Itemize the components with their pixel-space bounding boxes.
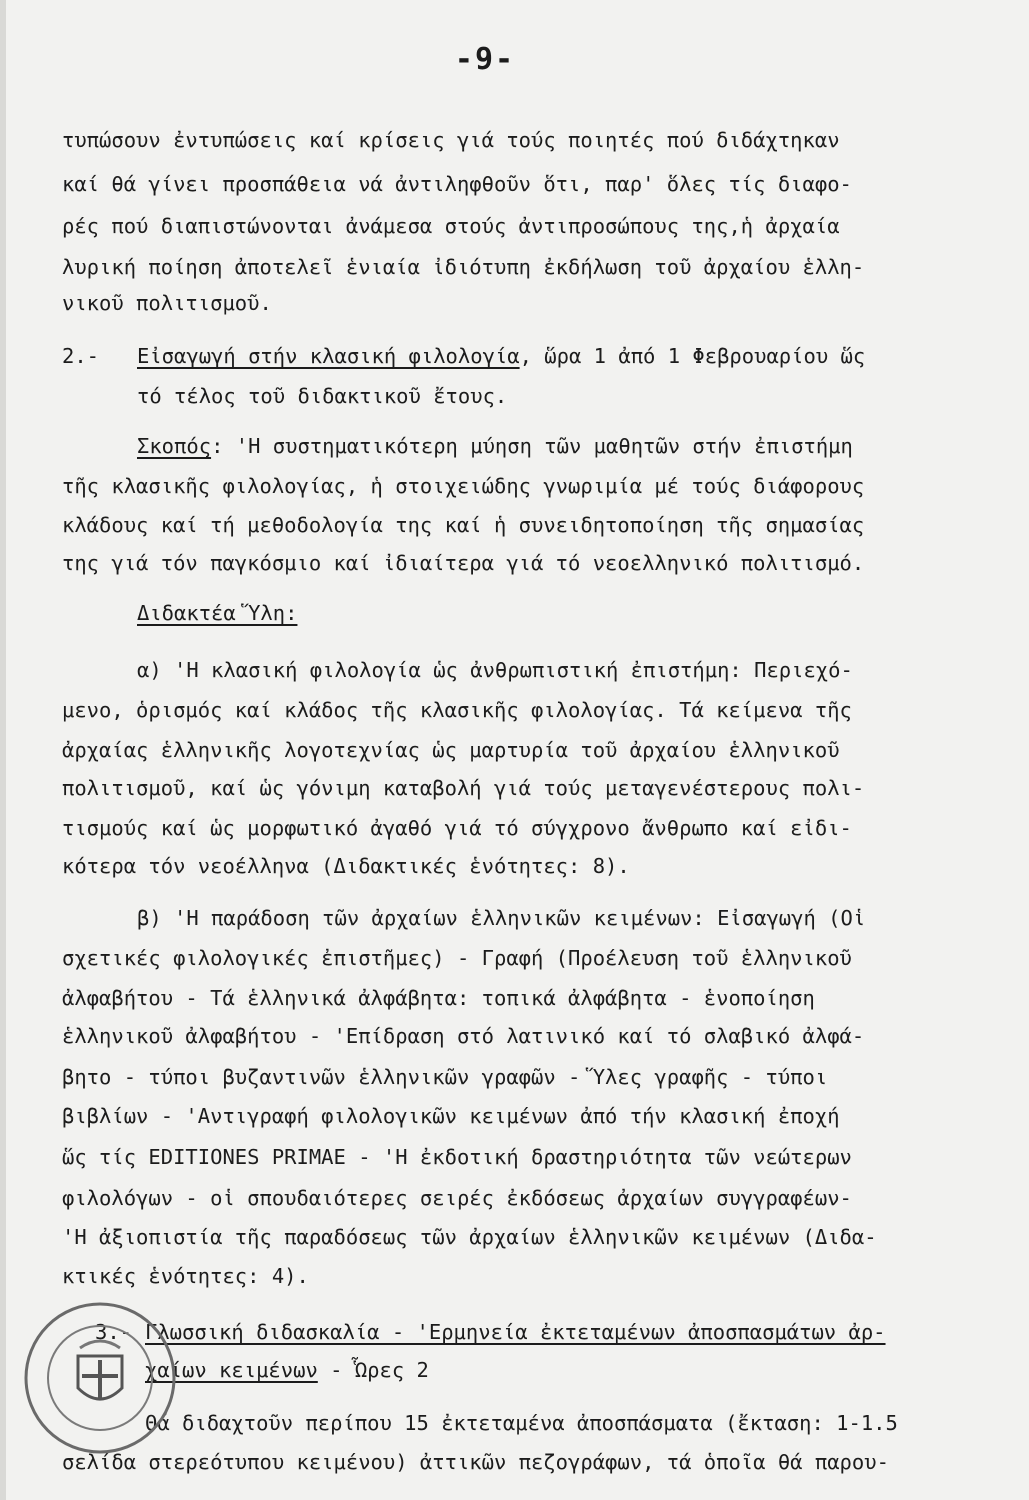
item-a-line: τισμούς καί ὡς μορφωτικό ἀγαθό γιά τό σύγχρονο ἄνθρωπο καί εἰδι- <box>62 816 852 840</box>
section-2-heading <box>137 346 865 367</box>
paragraph-line: λυρική ποίηση ἀποτελεῖ ἑνιαία ἰδιότυπη ἐκδήλωση τοῦ ἀρχαίου ἑλλη- <box>62 255 865 279</box>
item-b-line: β) 'Η παράδοση τῶν ἀρχαίων ἑλληνικῶν κειμένων: Εἰσαγωγή (Οἱ <box>137 906 866 930</box>
purpose-label: Σκοπός <box>137 434 212 458</box>
item-a-line: πολιτισμοῦ, καί ὡς γόνιμη καταβολή γιά τούς μεταγενέστερους πολι- <box>62 776 865 800</box>
item-a-line: μενο, ὁρισμός καί κλάδος τῆς κλασικῆς φιλολογίας. Τά κείμενα τῆς <box>62 698 852 722</box>
item-b-line: ἑλληνικοῦ ἀλφαβήτου - 'Επίδραση στό λατινικό καί τό σλαβικό ἀλφά- <box>62 1024 865 1048</box>
page-number: -9- <box>454 42 516 77</box>
item-b-line: σχετικές φιλολογικές ἐπιστῆμες) - Γραφή (Προέλευση τοῦ ἑλληνικοῦ <box>62 946 852 970</box>
item-a-line: ἀρχαίας ἑλληνικῆς λογοτεχνίας ὡς μαρτυρία τοῦ ἀρχαίου ἑλληνικοῦ <box>62 738 840 762</box>
section-3-title-line-2-text: χαίων κειμένων <box>145 1358 318 1382</box>
section-2-title-rest: , ὥρα 1 ἀπό 1 Φεβρουαρίου ὥς <box>519 344 866 368</box>
section-2-title: Εἰσαγωγή στήν κλασική φιλολογία <box>137 344 520 368</box>
item-a-line: α) 'Η κλασική φιλολογία ὡς ἀνθρωπιστική ἐπιστήμη: Περιεχό- <box>137 658 853 682</box>
page-edge <box>0 0 6 1500</box>
paragraph-line: τυπώσουν ἐντυπώσεις καί κρίσεις γιά τούς ποιητές πού διδάχτηκαν <box>62 128 840 152</box>
paragraph-line: ρές πού διαπιστώνονται ἀνάμεσα στούς ἀντιπροσώπους της,ἡ ἀρχαία <box>62 214 840 238</box>
purpose-first-line <box>137 436 853 457</box>
material-heading: Διδακτέα Ὕλη: <box>137 601 298 625</box>
purpose-first-line-rest: : 'Η συστηματικότερη μύηση τῶν μαθητῶν στήν ἐπιστήμη <box>211 434 853 458</box>
paragraph-line: νικοῦ πολιτισμοῦ. <box>62 291 272 315</box>
official-seal-icon <box>20 1298 180 1458</box>
item-b-line: ὥς τίς EDITIONES PRIMAE - 'Η ἐκδοτική δραστηριότητα τῶν νεώτερων <box>62 1145 852 1169</box>
section-3-hours: - Ὧρες 2 <box>317 1358 429 1382</box>
section-2-number: 2.- <box>62 344 100 368</box>
section-3-number: 3.- <box>95 1320 133 1344</box>
item-a-line: κότερα τόν νεοέλληνα (Διδακτικές ἑνότητες: 8). <box>62 854 630 878</box>
section-3-title-line-1: Γλωσσική διδασκαλία - 'Ερμηνεία ἐκτεταμένων ἀποσπασμάτων ἀρ- <box>145 1320 886 1344</box>
item-b-line: ἀλφαβήτου - Τά ἑλληνικά ἀλφάβητα: τοπικά ἀλφάβητα - ἑνοποίηση <box>62 986 815 1010</box>
section-2-continuation: τό τέλος τοῦ διδακτικοῦ ἔτους. <box>137 384 508 408</box>
purpose-line: τῆς κλασικῆς φιλολογίας, ἡ στοιχειώδης γνωριμία μέ τούς διάφορους <box>62 474 865 498</box>
section-3-line: σελίδα στερεότυπου κειμένου) ἀττικῶν πεζογράφων, τά ὁποῖα θά παρου- <box>62 1450 889 1474</box>
purpose-line: της γιά τόν παγκόσμιο καί ἰδιαίτερα γιά τό νεοελληνικό πολιτισμό. <box>62 551 865 575</box>
section-3-line: Θά διδαχτοῦν περίπου 15 ἐκτεταμένα ἀποσπάσματα (ἔκταση: 1-1.5 <box>145 1411 898 1435</box>
purpose-line: κλάδους καί τή μεθοδολογία της καί ἡ συνειδητοποίηση τῆς σημασίας <box>62 513 865 537</box>
section-3-title-line-2 <box>145 1360 429 1381</box>
item-b-line: κτικές ἑνότητες: 4). <box>62 1264 309 1288</box>
item-b-line: 'Η ἀξιοπιστία τῆς παραδόσεως τῶν ἀρχαίων ἑλληνικῶν κειμένων (Διδα- <box>62 1225 877 1249</box>
paragraph-line: καί θά γίνει προσπάθεια νά ἀντιληφθοῦν ὅτι, παρ' ὅλες τίς διαφο- <box>62 172 852 196</box>
item-b-line: φιλολόγων - οἱ σπουδαιότερες σειρές ἐκδόσεως ἀρχαίων συγγραφέων- <box>62 1186 852 1210</box>
item-b-line: βητο - τύποι βυζαντινῶν ἑλληνικῶν γραφῶν - Ὕλες γραφῆς - τύποι <box>62 1065 828 1089</box>
item-b-line: βιβλίων - 'Αντιγραφή φιλολογικῶν κειμένων ἀπό τήν κλασική ἐποχή <box>62 1104 840 1128</box>
